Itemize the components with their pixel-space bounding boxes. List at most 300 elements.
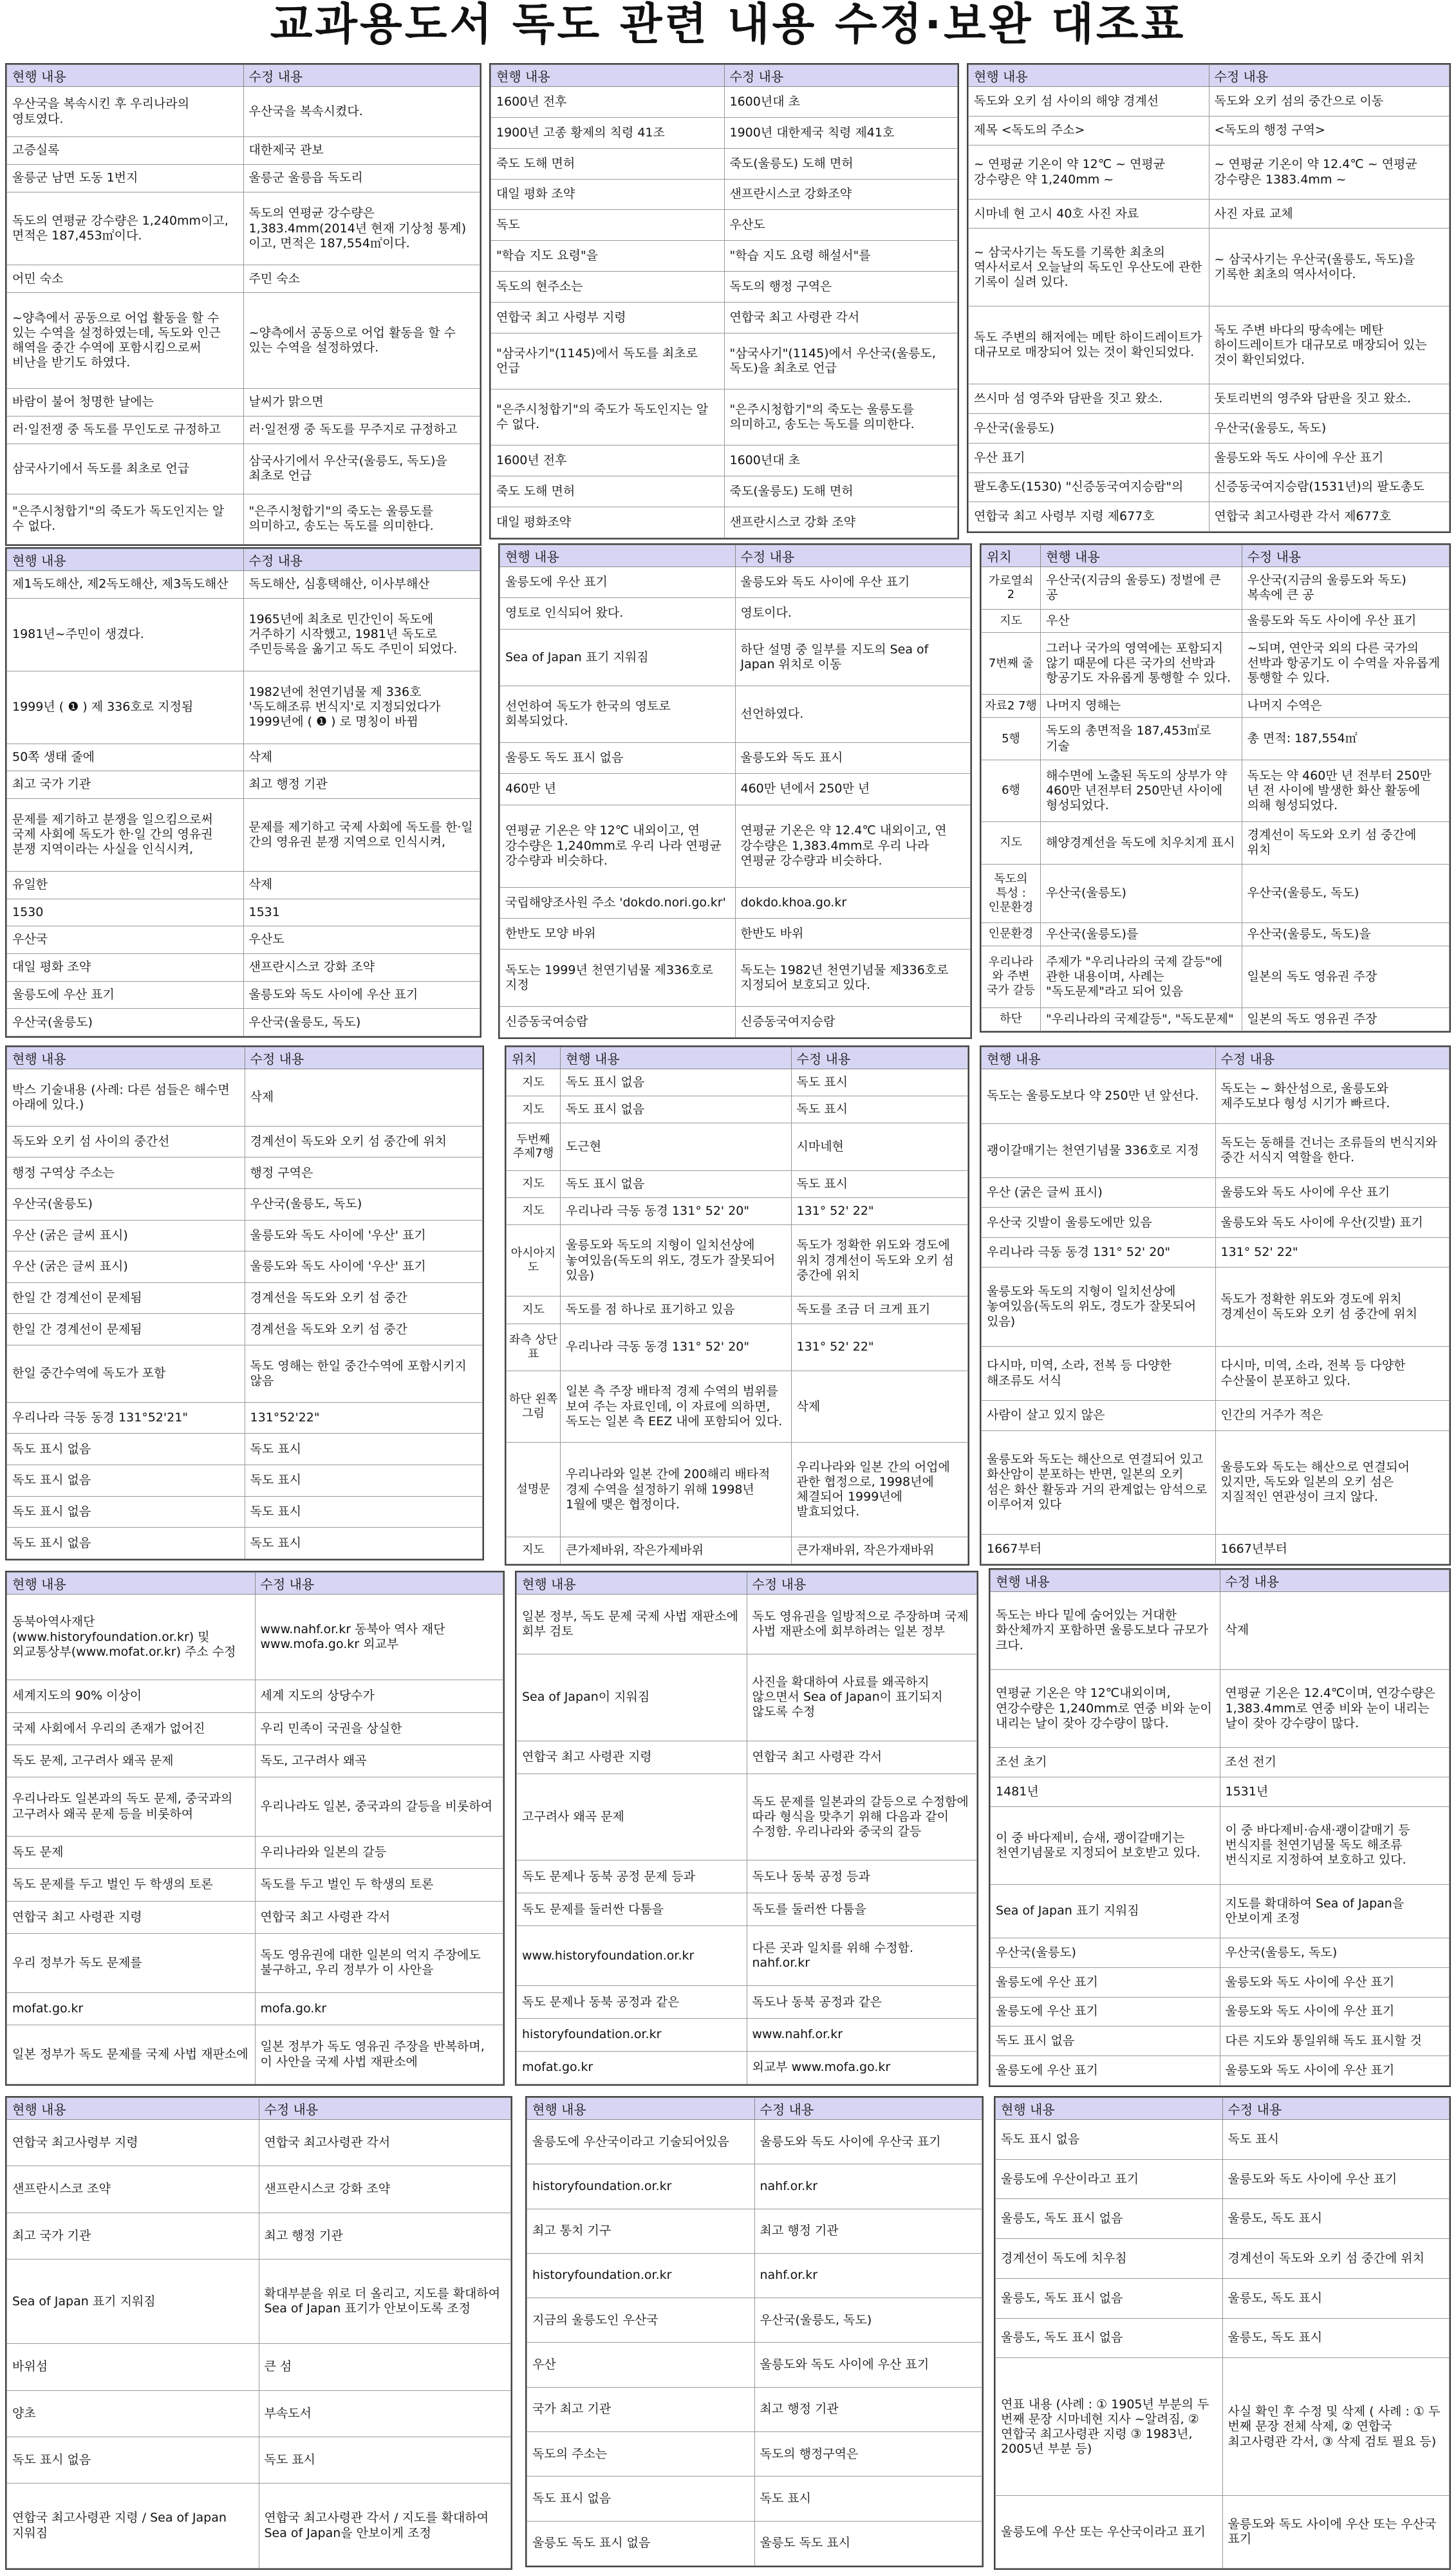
current-cell: 제1독도해산, 제2독도해산, 제3독도해산 (7, 571, 244, 599)
table-row (7, 2437, 511, 2483)
current-cell: 독도 표시 없음 (996, 2120, 1223, 2160)
table-row (969, 306, 1450, 384)
current-cell: 한일 간 경계선이 문제됨 (7, 1282, 245, 1314)
current-cell: www.historyfoundation.or.kr (517, 1926, 747, 1986)
table-header (969, 65, 1450, 87)
current-cell: 일본 정부, 독도 문제 국제 사법 재판소에 회부 검토 (517, 1595, 747, 1654)
current-cell: 우리나라 극동 동경 131°52'21" (7, 1402, 245, 1434)
column-header: 수정 내용 (243, 65, 480, 87)
current-cell: 우산국(울릉도) (969, 414, 1209, 444)
current-cell: 팔도총도(1530) "신증동국여지승람"의 (969, 473, 1209, 502)
position-cell: 6행 (982, 760, 1041, 822)
current-cell: 독도 문제 (7, 1836, 256, 1868)
position-cell: 독도의 특성 : 인문환경 (982, 864, 1041, 922)
current-cell: 1481년 (991, 1777, 1220, 1806)
table-row (7, 1712, 503, 1745)
table-row (500, 950, 971, 1006)
current-cell: 신증동국여승람 (500, 1006, 736, 1037)
column-header: 현행 내용 (991, 1570, 1220, 1592)
revised-cell: 우리나라와 일본의 갈등 (255, 1836, 503, 1868)
table-row (7, 1345, 483, 1403)
table-row (7, 1220, 483, 1251)
revised-cell: 경계선을 독도와 오키 섬 중간 (245, 1282, 483, 1314)
current-cell: 바람이 불어 청명한 날에는 (7, 388, 244, 416)
current-cell: 대일 평화조약 (491, 507, 725, 538)
table-row (7, 871, 480, 899)
revised-cell: 울릉도, 독도 표시 (1222, 2278, 1450, 2318)
current-cell: 한일 중간수역에 독도가 포함 (7, 1345, 245, 1403)
revised-cell: 독도는 ~ 화산섬으로, 울릉도와 제주도보다 형성 시기가 빠르다. (1215, 1069, 1450, 1124)
column-header: 수정 내용 (1215, 1047, 1450, 1069)
revised-cell: 독도 영유권을 일방적으로 주장하며 국제 사법 재판소에 회부하려는 일본 정부 (747, 1595, 977, 1654)
revised-cell: mofa.go.kr (255, 1992, 503, 2025)
revised-cell: 삭제 (791, 1371, 968, 1443)
table-row (517, 1986, 977, 2019)
revised-cell: 울릉도와 독도 사이에 우산국 표기 (754, 2120, 982, 2164)
table-row (982, 1534, 1450, 1564)
table-row (969, 384, 1450, 414)
column-header: 현행 내용 (517, 1573, 747, 1595)
column-header: 수정 내용 (243, 549, 480, 571)
revised-cell: 독도를 두고 벌인 두 학생의 토론 (255, 1869, 503, 1901)
position-cell: 지도 (982, 609, 1041, 632)
revised-cell: 이 중 바다제비·슴새·괭이갈매기 등 번식지를 천연기념물 독도 해조류 번식지로 지정하여 보호하고 있다. (1220, 1806, 1450, 1884)
table-row (996, 2358, 1450, 2496)
current-cell: 그러나 국가의 영역에는 포함되지 않기 때문에 다른 국가의 선박과 항공기도 자유롭게 통행할 수 있다. (1041, 633, 1242, 695)
table-row (7, 1595, 503, 1680)
current-cell: 독도는 바다 밑에 숨어있는 거대한 화산체까지 포함하면 울릉도보다 규모가 크다. (991, 1592, 1220, 1670)
table-row (7, 1992, 503, 2025)
table-row (491, 272, 958, 303)
column-header: 수정 내용 (1222, 2098, 1450, 2120)
position-cell: 7번째 줄 (982, 633, 1041, 695)
current-cell: 1900년 고종 황제의 칙령 41조 (491, 117, 725, 148)
current-cell: 고증실록 (7, 137, 244, 165)
revised-cell: 최고 행정 기관 (754, 2209, 982, 2253)
revised-cell: 독도를 둘러싼 다툼을 (747, 1893, 977, 1926)
revised-cell: 독도 문제를 일본과의 갈등으로 수정함에 따라 형식을 맞추기 위해 다음과 같이 수정함. 우리나라와 중국의 갈등 (747, 1774, 977, 1860)
table-row (500, 743, 971, 774)
revised-cell: 독도해산, 심흥택해산, 이사부해산 (243, 571, 480, 599)
table-row (507, 1224, 968, 1297)
table-row (982, 1069, 1450, 1124)
table-row (7, 1836, 503, 1868)
revised-cell: 울릉군 울릉읍 독도리 (243, 165, 480, 192)
revised-cell: 독도와 오키 섬의 중간으로 이동 (1209, 87, 1450, 117)
current-cell: 행정 구역상 주소는 (7, 1157, 245, 1189)
current-cell: 선언하여 독도가 한국의 영토로 회복되었다. (500, 686, 736, 742)
table-header (507, 1047, 968, 1069)
current-cell: 대일 평화 조약 (491, 179, 725, 210)
current-cell: 우산 (굵은 글씨 표시) (7, 1251, 245, 1283)
current-cell: 우산국(울릉도)를 (1041, 922, 1242, 946)
current-cell: 연평균 기온은 약 12℃내외이며, 연강수량은 1,240mm로 연중 비와 눈이 내리는 날이 잦아 강수량이 많다. (991, 1670, 1220, 1748)
table-row (7, 388, 480, 416)
revised-cell: 독도의 행정구역은 (754, 2432, 982, 2477)
table-row (7, 2213, 511, 2259)
current-cell: 독도 표시 없음 (561, 1170, 792, 1197)
position-cell: 가로열쇠 2 (982, 567, 1041, 610)
revised-cell: nahf.or.kr (754, 2164, 982, 2209)
table-row (500, 686, 971, 742)
table-row (982, 821, 1450, 864)
table-row (996, 2199, 1450, 2239)
position-cell: 지도 (507, 1297, 561, 1324)
current-cell: 울릉도와 독도는 해산으로 연결되어 있고 화산암이 분포하는 반면, 일본의 오키 섬은 화산 활동과 거의 관계없는 암석으로 이루어져 있다 (982, 1430, 1216, 1534)
current-cell: 한일 간 경계선이 문제됨 (7, 1314, 245, 1345)
table-row (527, 2164, 982, 2209)
revised-cell: 신증동국여지승람 (735, 1006, 971, 1037)
revised-cell: 우산국(울릉도, 독도) (245, 1188, 483, 1220)
current-cell: 울릉도에 우산 표기 (500, 567, 736, 598)
current-cell: 사람이 살고 있지 않은 (982, 1401, 1216, 1430)
current-cell: 울릉도에 우산국이라고 기술되어있음 (527, 2120, 755, 2164)
table-row (7, 1680, 503, 1712)
revised-cell: www.nahf.or.kr 동북아 역사 재단 www.mofa.go.kr 외교부 (255, 1595, 503, 1680)
table-row (991, 1997, 1450, 2027)
table-row (7, 1465, 483, 1497)
revised-cell: ~ 연평균 기온이 약 12.4℃ ~ 연평균 강수량은 1383.4mm ~ (1209, 145, 1450, 199)
current-cell: 문제를 제기하고 분쟁을 일으킴으로써 국제 사회에 독도가 한·일 간의 영유권 분쟁 지역이라는 사실을 인식시켜, (7, 798, 244, 871)
revised-cell: 울릉도 독도 표시 (754, 2521, 982, 2565)
current-cell: 우산 (1041, 609, 1242, 632)
table-row (982, 718, 1450, 760)
revised-cell: 총 면적: 187,554㎡ (1242, 718, 1449, 760)
table-block (980, 1045, 1451, 1566)
revised-cell: 울릉도와 독도 사이에 우산 또는 우산국 표기 (1222, 2496, 1450, 2569)
revised-cell: 독도나 동북 공정과 같은 (747, 1986, 977, 2019)
revised-cell: 연평균 기온은 약 12.4℃ 내외이고, 연 강수량은 1,383.4mm로 우리 나라 연평균 강수량과 비슷하다. (735, 805, 971, 887)
table-row (7, 2025, 503, 2084)
table-header (982, 545, 1450, 567)
current-cell: 1667부터 (982, 1534, 1216, 1564)
current-cell: 우산국을 복속시킨 후 우리나라의 영토였다. (7, 87, 244, 137)
current-cell: 독도 표시 없음 (991, 2027, 1220, 2056)
revised-cell: 한반도 바위 (735, 919, 971, 950)
current-cell: 우리 정부가 독도 문제를 (7, 1934, 256, 1993)
position-cell: 인문환경 (982, 922, 1041, 946)
current-cell: 최고 국가 기관 (7, 2213, 259, 2259)
revised-cell: 131° 52' 22" (791, 1324, 968, 1371)
current-cell: 울릉도에 우산 표기 (7, 981, 244, 1009)
table-row (7, 2390, 511, 2437)
current-cell: 독도 표시 없음 (527, 2477, 755, 2521)
table-row (982, 946, 1450, 1007)
revised-cell: 영토이다. (735, 598, 971, 629)
current-cell: 도근현 (561, 1123, 792, 1170)
table-header (991, 1570, 1450, 1592)
table-row (491, 87, 958, 118)
column-header: 현행 내용 (996, 2098, 1223, 2120)
table-row (7, 926, 480, 954)
revised-cell: 울릉도와 독도 사이에 '우산' 표기 (245, 1220, 483, 1251)
column-header: 수정 내용 (1242, 545, 1449, 567)
revised-cell: 1982년에 천연기념물 제 336호 '독도해조류 번식지'로 지정되었다가 1999년에 ( ❶ ) 로 명칭이 바뀜 (243, 671, 480, 744)
table-block (515, 1571, 978, 2086)
table-row (991, 1884, 1450, 1938)
table-row (500, 629, 971, 686)
current-cell: 울릉도에 우산 표기 (991, 2056, 1220, 2086)
revised-cell: 시마네현 (791, 1123, 968, 1170)
current-cell: Sea of Japan이 지워짐 (517, 1654, 747, 1741)
current-cell: 독도 (491, 210, 725, 241)
table-header (982, 1047, 1450, 1069)
table-header (500, 545, 971, 567)
revised-cell: 우산국(울릉도, 독도) (1242, 864, 1449, 922)
column-header: 현행 내용 (982, 1047, 1216, 1069)
table-row (996, 2496, 1450, 2569)
current-cell: 연평균 기온은 약 12℃ 내외이고, 연 강수량은 1,240mm로 우리 나라 연평균 강수량과 비슷하다. (500, 805, 736, 887)
table-row (7, 2166, 511, 2213)
revised-cell: 우리나라도 일본, 중국과의 갈등을 비롯하여 (255, 1777, 503, 1837)
current-cell: 독도 문제를 두고 벌인 두 학생의 토론 (7, 1869, 256, 1901)
table-block (967, 63, 1451, 533)
current-cell: 고구려사 왜곡 문제 (517, 1774, 747, 1860)
table-row (982, 694, 1450, 717)
current-cell: 울릉도, 독도 표시 없음 (996, 2199, 1223, 2239)
revised-cell: 외교부 www.mofa.go.kr (747, 2052, 977, 2084)
position-cell: 하단 (982, 1007, 1041, 1031)
table-row (500, 598, 971, 629)
revised-cell: 독도는 동해를 건너는 조류들의 번식지와 중간 서식지 역할을 한다. (1215, 1123, 1450, 1178)
table-row (982, 1178, 1450, 1208)
column-header: 수정 내용 (245, 1047, 483, 1069)
revised-cell: 우산도 (243, 926, 480, 954)
table-row (982, 1268, 1450, 1347)
current-cell: 울릉도, 독도 표시 없음 (996, 2278, 1223, 2318)
revised-cell: 울릉도와 독도 사이에 우산 표기 (754, 2343, 982, 2387)
current-cell: 연합국 최고 사령관 지령 (7, 1901, 256, 1933)
table-row (7, 771, 480, 799)
current-cell: 독도 표시 없음 (7, 1496, 245, 1528)
current-cell: 1600년 전후 (491, 445, 725, 476)
table-row (7, 1157, 483, 1189)
current-cell: 경계선이 독도에 치우침 (996, 2239, 1223, 2279)
table-row (7, 293, 480, 389)
current-cell: 독도 표시 없음 (561, 1069, 792, 1096)
revised-cell: 경계선이 독도와 오키 섬 중간에 위치 (245, 1126, 483, 1157)
column-header: 현행 내용 (969, 65, 1209, 87)
revised-cell: 경계선이 독도와 오키 섬 중간에 위치 (1242, 821, 1449, 864)
revised-cell: 울릉도와 독도 사이에 우산 표기 (1209, 443, 1450, 473)
revised-cell: 울릉도와 독도 사이에 우산 표기 (1242, 609, 1449, 632)
current-cell: 국제 사회에서 우리의 존재가 없어진 (7, 1712, 256, 1745)
table-row (7, 798, 480, 871)
current-cell: 일본 측 주장 배타적 경제 수역의 범위를 보여 주는 자료인데, 이 자료에 의하면, 독도는 일본 측 EEZ 내에 포함되어 있다. (561, 1371, 792, 1443)
table-row (996, 2120, 1450, 2160)
position-cell: 아시아지도 (507, 1224, 561, 1297)
table-row (982, 567, 1450, 610)
table-block (994, 2096, 1451, 2570)
revised-cell: "은주시청합기"의 죽도는 울릉도를 의미하고, 송도는 독도를 의미한다. (724, 389, 958, 445)
table-row (527, 2298, 982, 2343)
current-cell: 독도 문제를 둘러싼 다툼을 (517, 1893, 747, 1926)
table-row (7, 416, 480, 444)
table-row (527, 2343, 982, 2387)
revised-cell: 독도, 고구려사 왜곡 (255, 1745, 503, 1777)
revised-cell: 우리나라와 일본 간의 어업에 관한 협정으로, 1998년에 체결되어 1999년에 발효되었다. (791, 1443, 968, 1537)
revised-cell: 우산국(지금의 울릉도와 독도) 복속에 큰 공 (1242, 567, 1449, 610)
revised-cell: www.nahf.or.kr (747, 2019, 977, 2052)
table-row (991, 1967, 1450, 1997)
table-row (7, 1901, 503, 1933)
table-row (996, 2318, 1450, 2358)
revised-cell: 독도가 정확한 위도와 경도에 위치 경계선이 독도와 오키 섬 중간에 위치 (791, 1224, 968, 1297)
current-cell: 울릉도에 우산이라고 표기 (996, 2159, 1223, 2199)
table-row (491, 303, 958, 333)
table-row (991, 1777, 1450, 1806)
position-cell: 설명문 (507, 1443, 561, 1537)
revised-cell: 행정 구역은 (245, 1157, 483, 1189)
revised-cell: 다른 곳과 일치를 위해 수정함. nahf.or.kr (747, 1926, 977, 1986)
table-row (969, 229, 1450, 306)
revised-cell: ~양측에서 공동으로 어업 활동을 할 수 있는 수역을 설정하였다. (243, 293, 480, 389)
column-header: 수정 내용 (754, 2098, 982, 2120)
current-cell: 우산 (굵은 글씨 표시) (982, 1178, 1216, 1208)
table-row (982, 922, 1450, 946)
table-row (7, 137, 480, 165)
table-row (491, 476, 958, 507)
revised-cell: 큰가재바위, 작은가재바위 (791, 1537, 968, 1564)
table-row (982, 760, 1450, 822)
current-cell: 일본 정부가 독도 문제를 국제 사법 재판소에 (7, 2025, 256, 2084)
table-header (527, 2098, 982, 2120)
revised-cell: 일본의 독도 영유권 주장 (1242, 946, 1449, 1007)
revised-cell: 연합국 최고 사령관 각서 (747, 1741, 977, 1774)
table-row (969, 116, 1450, 145)
table-block (980, 543, 1451, 1033)
current-cell: mofat.go.kr (7, 1992, 256, 2025)
column-header: 현행 내용 (561, 1047, 792, 1069)
current-cell: 이 중 바다제비, 슴새, 괭이갈매기는 천연기념물로 지정되어 보호받고 있다. (991, 1806, 1220, 1884)
table-header (7, 65, 480, 87)
current-cell: 우리나라도 일본과의 독도 문제, 중국과의 고구려사 왜곡 문제 등을 비롯하여 (7, 1777, 256, 1837)
revised-cell: ~되며, 연안국 외의 다른 국가의 선박과 항공기도 이 수역을 자유롭게 통행할 수 있다. (1242, 633, 1449, 695)
revised-cell: 다른 지도와 통일위해 독도 표시할 것 (1220, 2027, 1450, 2056)
current-cell: 최고 통치 기구 (527, 2209, 755, 2253)
revised-cell: 1900년 대한제국 칙령 제41호 (724, 117, 958, 148)
table-row (7, 494, 480, 544)
revised-cell: 독도나 동북 공정 등과 (747, 1860, 977, 1893)
current-cell: 독도의 현주소는 (491, 272, 725, 303)
current-cell: historyfoundation.or.kr (527, 2253, 755, 2298)
table-row (491, 445, 958, 476)
table-block (489, 63, 959, 539)
current-cell: ~ 연평균 기온이 약 12℃ ~ 연평균 강수량은 약 1,240mm ~ (969, 145, 1209, 199)
revised-cell: "삼국사기"(1145)에서 우산국(울릉도, 독도)을 최초로 언급 (724, 333, 958, 389)
position-cell: 두번째 주제7행 (507, 1123, 561, 1170)
current-cell: 460만 년 (500, 774, 736, 805)
revised-cell: "은주시청합기"의 죽도는 울릉도를 의미하고, 송도는 독도를 의미한다. (243, 494, 480, 544)
current-cell: 우산국(울릉도) (7, 1188, 245, 1220)
table-row (969, 414, 1450, 444)
current-cell: 울릉군 남면 도동 1번지 (7, 165, 244, 192)
current-cell: 나머지 영해는 (1041, 694, 1242, 717)
revised-cell: 독도 표시 (791, 1170, 968, 1197)
table-row (991, 1806, 1450, 1884)
revised-cell: 경계선이 독도와 오키 섬 중간에 위치 (1222, 2239, 1450, 2279)
revised-cell: 인간의 거주가 적은 (1215, 1401, 1450, 1430)
current-cell: 울릉도에 우산 표기 (991, 1967, 1220, 1997)
current-cell: 연합국 최고사령부 지령 (7, 2120, 259, 2166)
revised-cell: 우산국(울릉도, 독도)을 (1242, 922, 1449, 946)
table-block (498, 543, 972, 1039)
current-cell: 울릉도 독도 표시 없음 (500, 743, 736, 774)
table-row (7, 444, 480, 494)
table-row (500, 887, 971, 918)
position-cell: 지도 (507, 1096, 561, 1123)
revised-cell: 울릉도와 독도 사이에 우산(깃발) 표기 (1215, 1208, 1450, 1237)
revised-cell: 삭제 (245, 1069, 483, 1127)
current-cell: 독도는 울릉도보다 약 250만 년 앞선다. (982, 1069, 1216, 1124)
revised-cell: 부속도서 (259, 2390, 511, 2437)
revised-cell: 일본의 독도 영유권 주장 (1242, 1007, 1449, 1031)
current-cell: 우산국(울릉도) (7, 1009, 244, 1036)
revised-cell: 460만 년에서 250만 년 (735, 774, 971, 805)
page-title: 교과용도서 독도 관련 내용 수정·보완 대조표 (270, 0, 1186, 50)
table-block (5, 547, 481, 1038)
column-header: 수정 내용 (791, 1047, 968, 1069)
table-row (491, 333, 958, 389)
table-row (991, 1938, 1450, 1968)
position-cell: 하단 왼쪽 그림 (507, 1371, 561, 1443)
current-cell: 1981년~주민이 생겼다. (7, 598, 244, 671)
current-cell: 우산국 (7, 926, 244, 954)
position-cell: 지도 (982, 821, 1041, 864)
revised-cell: 울릉도와 독도 사이에 우산 표기 (735, 567, 971, 598)
revised-cell: 독도 표시 (791, 1069, 968, 1096)
column-header: 현행 내용 (7, 549, 244, 571)
current-cell: 삼국사기에서 독도를 최초로 언급 (7, 444, 244, 494)
current-cell: 독도의 총면적을 187,453㎡로 기술 (1041, 718, 1242, 760)
table-row (7, 1069, 483, 1127)
table-row (491, 148, 958, 179)
revised-cell: 울릉도와 독도 사이에 우산 표기 (1220, 2056, 1450, 2086)
revised-cell: nahf.or.kr (754, 2253, 982, 2298)
current-cell: 연합국 최고사령관 지령 / Sea of Japan 지워짐 (7, 2484, 259, 2569)
current-cell: 독도 표시 없음 (7, 2437, 259, 2483)
current-cell: "우리나라의 국제갈등", "독도문제" (1041, 1007, 1242, 1031)
revised-cell: 우산국(울릉도, 독도) (754, 2298, 982, 2343)
column-header: 현행 내용 (7, 2098, 259, 2120)
column-header: 수정 내용 (747, 1573, 977, 1595)
revised-cell: 주민 숙소 (243, 265, 480, 293)
column-header: 수정 내용 (1209, 65, 1450, 87)
table-row (491, 179, 958, 210)
revised-cell: dokdo.khoa.go.kr (735, 887, 971, 918)
revised-cell: 1531 (243, 899, 480, 926)
table-row (7, 571, 480, 599)
revised-cell: 독도 표시 (791, 1096, 968, 1123)
current-cell: 조선 초기 (991, 1748, 1220, 1777)
revised-cell: 삭제 (243, 744, 480, 771)
table-row (517, 1860, 977, 1893)
table-row (7, 1745, 503, 1777)
current-cell: 박스 기술내용 (사례: 다른 섬들은 해수면 아래에 있다.) (7, 1069, 245, 1127)
table-row (7, 1009, 480, 1036)
revised-cell: 연합국 최고 사령관 각서 (724, 303, 958, 333)
revised-cell: 대한제국 관보 (243, 137, 480, 165)
revised-cell: 독도의 연평균 강수량은 1,383.4mm(2014년 현재 기상청 통계)이고, 면적은 187,554㎡이다. (243, 192, 480, 265)
current-cell: 울릉도, 독도 표시 없음 (996, 2318, 1223, 2358)
revised-cell: 샌프란시스코 강화 조약 (724, 507, 958, 538)
revised-cell: 울릉도, 독도 표시 (1222, 2199, 1450, 2239)
position-cell: 지도 (507, 1537, 561, 1564)
table-row (7, 2344, 511, 2390)
revised-cell: 큰 섬 (259, 2344, 511, 2390)
table-row (7, 1777, 503, 1837)
revised-cell: 독도가 정확한 위도와 경도에 위치 경계선이 독도와 오키 섬 중간에 위치 (1215, 1268, 1450, 1347)
